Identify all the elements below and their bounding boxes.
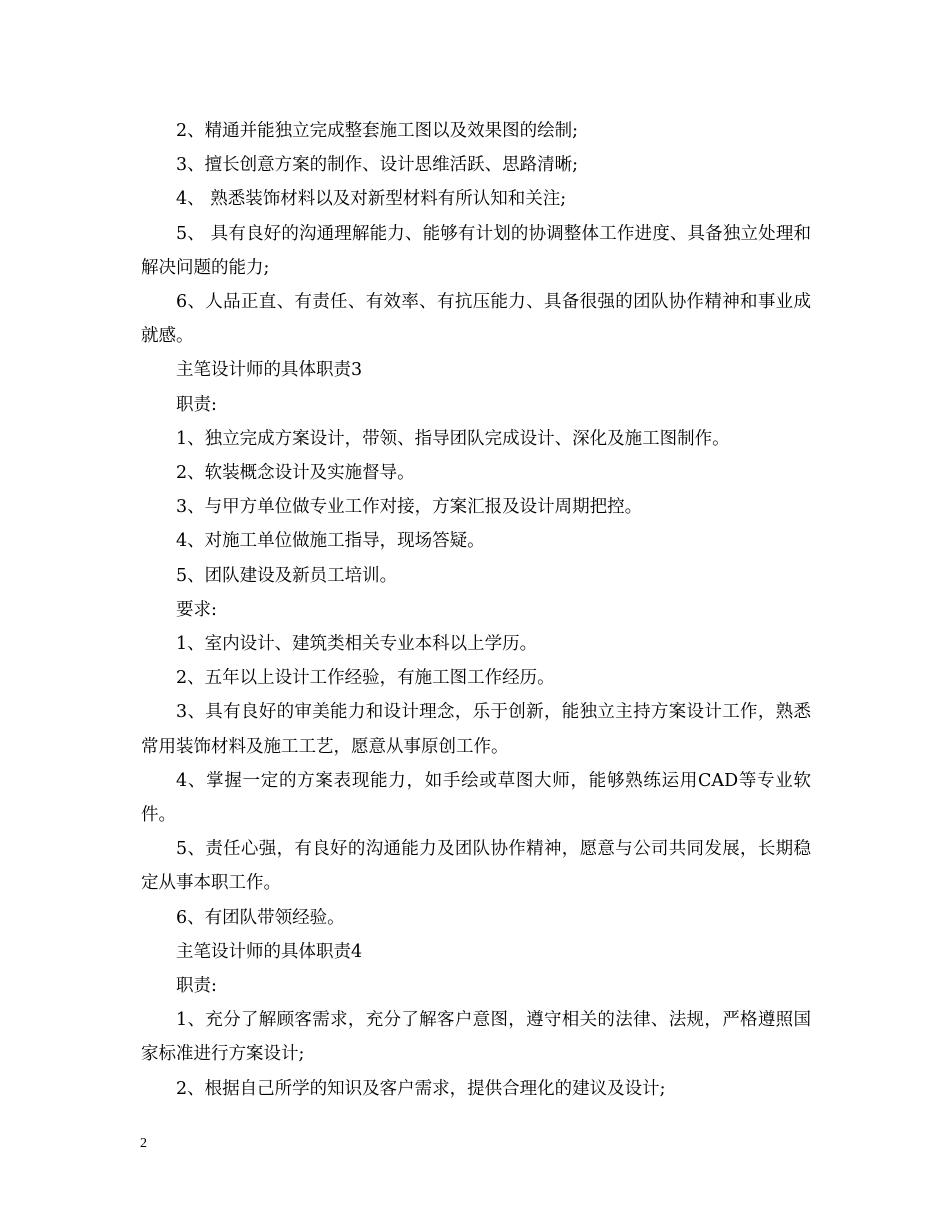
paragraph: 5、 具有良好的沟通理解能力、能够有计划的协调整体工作进度、具备独立处理和解决问题的能力; (141, 223, 811, 278)
paragraph: 3、与甲方单位做专业工作对接，方案汇报及设计周期把控。 (176, 497, 643, 518)
paragraph: 2、根据自己所学的知识及客户需求，提供合理化的建议及设计; (176, 1078, 666, 1099)
paragraph: 3、具有良好的审美能力和设计理念，乐于创新，能独立主持方案设计工作，熟悉常用装饰材料及施工工艺，愿意从事原创工作。 (141, 702, 811, 757)
paragraph: 6、人品正直、有责任、有效率、有抗压能力、具备很强的团队协作精神和事业成就感。 (141, 292, 811, 347)
paragraph: 1、充分了解顾客需求，充分了解客户意图，遵守相关的法律、法规，严格遵照国家标准进行方案设计; (141, 1010, 811, 1065)
paragraph: 5、责任心强，有良好的沟通能力及团队协作精神，愿意与公司共同发展，长期稳定从事本职工作。 (141, 839, 811, 894)
paragraph: 1、室内设计、建筑类相关专业本科以上学历。 (176, 634, 538, 655)
section-heading: 主笔设计师的具体职责3 (176, 360, 363, 381)
paragraph: 6、有团队带领经验。 (176, 907, 345, 928)
paragraph: 5、团队建设及新员工培训。 (176, 565, 398, 586)
page-number: 2 (140, 1136, 147, 1151)
paragraph: 4、对施工单位做施工指导，现场答疑。 (176, 531, 485, 552)
paragraph: 2、五年以上设计工作经验，有施工图工作经历。 (176, 668, 555, 689)
paragraph: 4、掌握一定的方案表现能力，如手绘或草图大师，能够熟练运用CAD等专业软件。 (141, 770, 811, 826)
paragraph: 2、精通并能独立完成整套施工图以及效果图的绘制; (176, 121, 579, 141)
subheading-requirements: 要求: (176, 599, 217, 620)
paragraph: 2、软装概念设计及实施督导。 (176, 463, 415, 484)
paragraph: 4、 熟悉装饰材料以及对新型材料有所认知和关注; (176, 189, 567, 210)
document-body (141, 114, 811, 1106)
paragraph: 3、擅长创意方案的制作、设计思维活跃、思路清晰; (176, 155, 579, 176)
subheading-duties: 职责: (176, 394, 217, 415)
section-heading: 主笔设计师的具体职责4 (176, 941, 363, 962)
subheading-duties: 职责: (176, 976, 217, 997)
paragraph: 1、独立完成方案设计，带领、指导团队完成设计、深化及施工图制作。 (176, 428, 730, 449)
